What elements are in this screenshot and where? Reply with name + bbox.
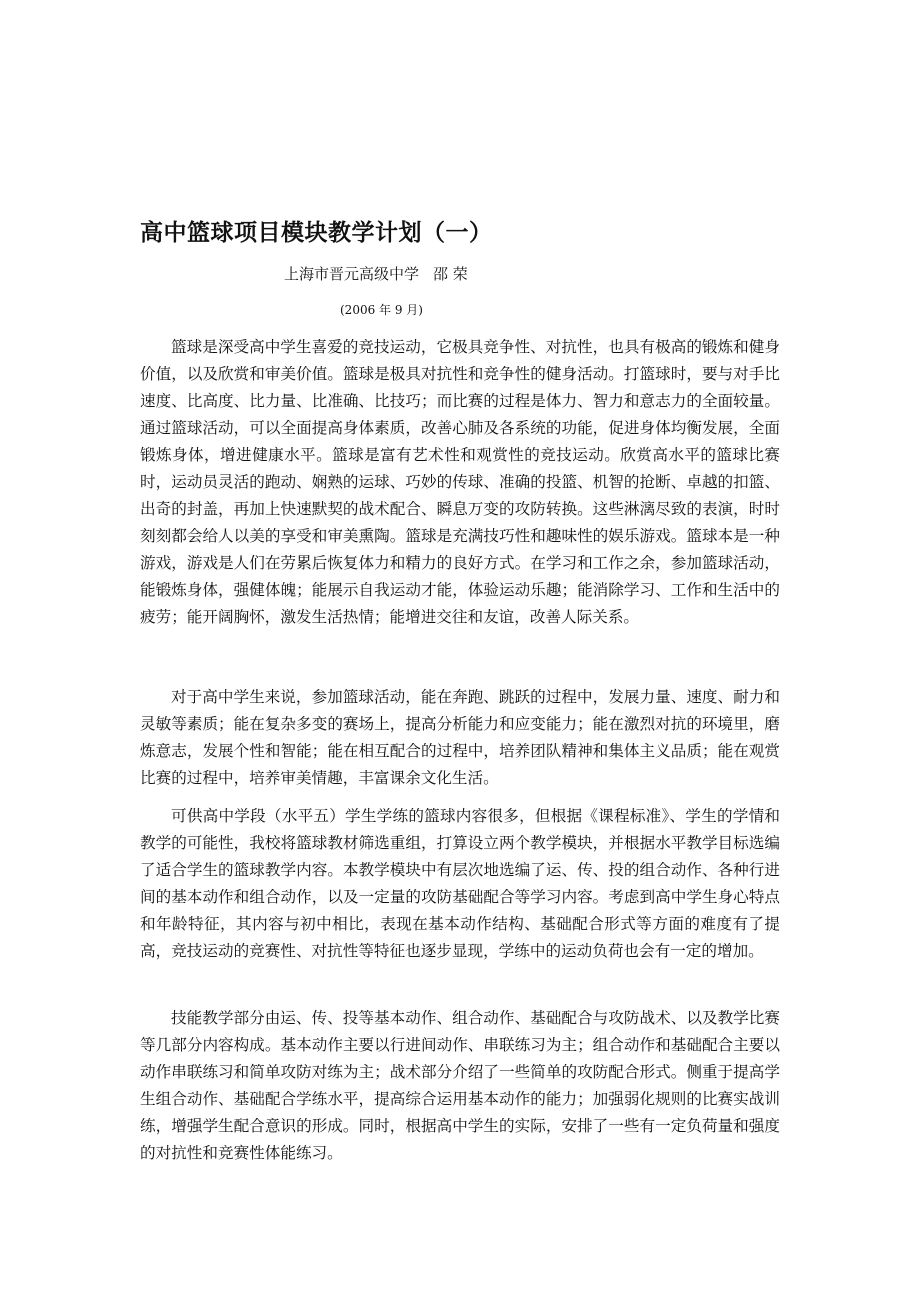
document-date: (2006 年 9 月) bbox=[340, 303, 423, 317]
author-name: 邵 荣 bbox=[433, 265, 468, 283]
body-paragraph: 篮球是深受高中学生喜爱的竞技运动，它极具竞争性、对抗性，也具有极高的锻炼和健身价值，以及欣赏和审美价值。篮球是极具对抗性和竞争性的健身活动。打篮球时，要与对手比速度、比高度、比力量、比准确、比技巧；而比赛的过程是体力、智力和意志力的全面较量。通过篮球活动，可以全面提高身体素质，改善心肺及各系统的功能，促进身体均衡发展，全面锻炼身体，增进健康水平。篮球是富有艺术性和观赏性的竞技运动。欣赏高水平的篮球比赛时，运动员灵活的跑动、娴熟的运球、巧妙的传球、准确的投篮、机智的抢断、卓越的扣篮、出奇的封盖，再加上快速默契的战术配合、瞬息万变的攻防转换。这些淋漓尽致的表演，时时刻刻都会给人以美的享受和审美熏陶。篮球是充满技巧性和趣味性的娱乐游戏。篮球本是一种游戏，游戏是人们在劳累后恢复体力和精力的良好方式。在学习和工作之余，参加篮球活动，能锻炼身体，强健体魄；能展示自我运动才能，体验运动乐趣；能消除学习、工作和生活中的疲劳；能开阔胸怀，激发生活热情；能增进交往和友谊，改善人际关系。 bbox=[140, 338, 780, 626]
body-paragraph: 技能教学部分由运、传、投等基本动作、组合动作、基础配合与攻防战术、以及教学比赛等几部分内容构成。基本动作主要以行进间动作、串联练习为主；组合动作和基础配合主要以动作串联练习和简单攻防对练为主；战术部分介绍了一些简单的攻防配合形式。侧重于提高学生组合动作、基础配合学练水平，提高综合运用基本动作的能力；加强弱化规则的比赛实战训练，增强学生配合意识的形成。同时，根据高中学生的实际，安排了一些有一定负荷量和强度的对抗性和竞赛性体能练习。 bbox=[140, 1009, 780, 1162]
document-title: 高中篮球项目模块教学计划（一） bbox=[140, 220, 493, 246]
author-line bbox=[284, 263, 468, 284]
school-name: 上海市晋元高级中学 bbox=[284, 265, 420, 283]
body-paragraph: 对于高中学生来说，参加篮球活动，能在奔跑、跳跃的过程中，发展力量、速度、耐力和灵敏等素质；能在复杂多变的赛场上，提高分析能力和应变能力；能在激烈对抗的环境里，磨炼意志，发展个性和智能；能在相互配合的过程中，培养团队精神和集体主义品质；能在观赏比赛的过程中，培养审美情趣，丰富课余文化生活。 bbox=[140, 688, 780, 787]
body-paragraph: 可供高中学段（水平五）学生学练的篮球内容很多，但根据《课程标准》、学生的学情和教学的可能性，我校将篮球教材筛选重组，打算设立两个教学模块，并根据水平教学目标选编了适合学生的篮球教学内容。本教学模块中有层次地选编了运、传、投的组合动作、各种行进间的基本动作和组合动作，以及一定量的攻防基础配合等学习内容。考虑到高中学生身心特点和年龄特征，其内容与初中相比，表现在基本动作结构、基础配合形式等方面的难度有了提高，竞技运动的竞赛性、对抗性等特征也逐步显现，学练中的运动负荷也会有一定的增加。 bbox=[140, 807, 780, 960]
